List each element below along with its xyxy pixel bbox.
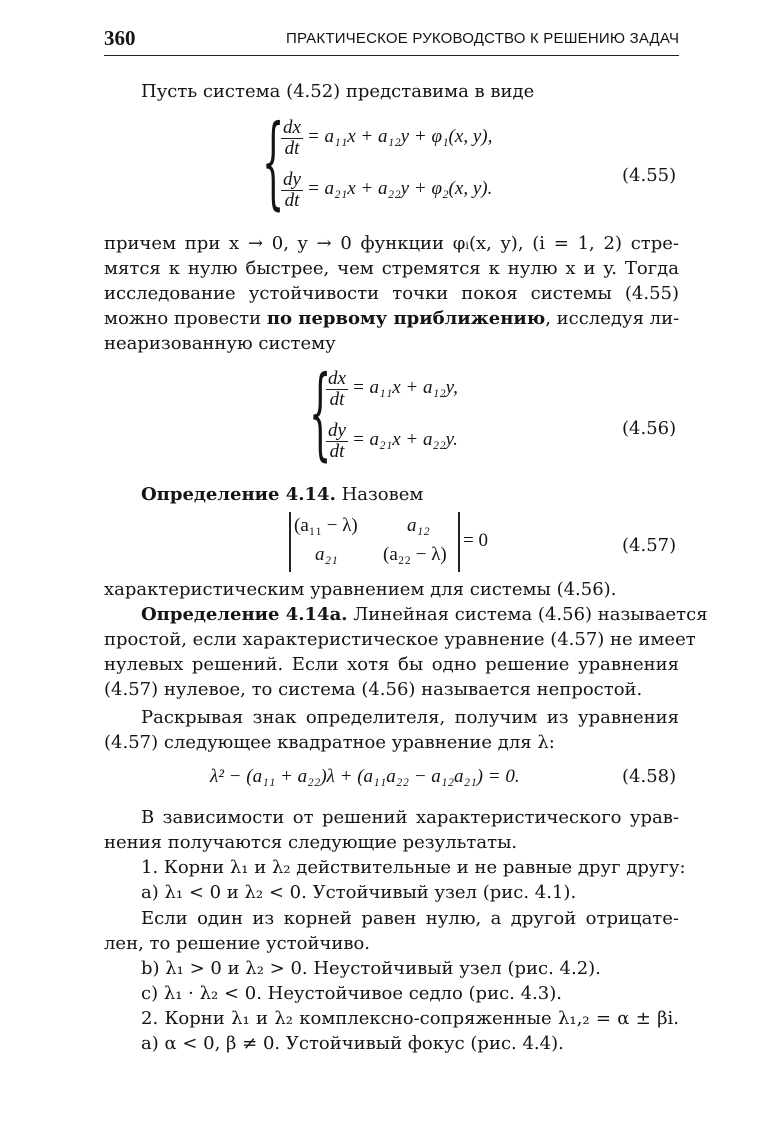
paragraph-line: (4.57) следующее квадратное уравнение для λ: [104,732,555,753]
equation-458: λ² − (a₁₁ + a₂₂)λ + (a₁₁a₂₂ − a₁₂a₂₁) = 0. [210,766,520,787]
rhs-455-row1: = a₁₁x + a₁₂y + φ₁(x, y), [306,126,493,148]
paragraph-line: неаризованную систему [104,333,336,354]
paragraph-line: исследование устойчивости точки покоя системы (4.55) [104,283,679,304]
left-brace-456: { [309,354,332,471]
rhs-456-row2: = a₂₁x + a₂₂y. [351,429,458,451]
paragraph-line: (4.57) нулевое, то система (4.56) называется непростой. [104,679,643,700]
intro-text: Пусть система (4.52) представима в виде [141,81,535,102]
equation-455-row1 [281,118,492,159]
equation-455-row2 [281,170,492,211]
equation-number-455: (4.55) [622,165,677,186]
paragraph-line: простой, если характеристическое уравнение (4.57) не имеет [104,629,696,650]
fraction-dx-dt: $\frac{dx}{dt}$ [283,117,301,159]
definition-title: Определение 4.14а. [141,604,348,625]
paragraph-line-with-bold: можно провести по первому приближению, исследуя ли- [104,308,680,329]
fraction-dx-dt: $\frac{dx}{dt}$ [328,368,346,410]
list-item: a) λ₁ < 0 и λ₂ < 0. Устойчивый узел (рис. 4.1). [141,882,577,903]
paragraph-line: В зависимости от решений характеристического урав- [141,807,679,828]
left-brace-455: { [262,103,285,220]
fraction-dy-dt: $\frac{dy}{dt}$ [328,420,346,462]
paragraph-line: мятся к нулю быстрее, чем стремятся к нулю x и y. Тогда [104,258,679,279]
paragraph-line: Если один из корней равен нулю, а другой отрицате- [141,908,679,929]
bold-term: по первому приближению [266,308,546,329]
determinant-a11: (a₁₁ − λ) [294,515,358,536]
paragraph-line: причем при x → 0, y → 0 функции φᵢ(x, y), (i = 1, 2) стре- [104,233,679,254]
determinant-left-bar [289,512,291,572]
rhs-456-row1: = a₁₁x + a₁₂y, [351,377,458,399]
paragraph-line: нулевых решений. Если хотя бы одно решение уравнения [104,654,679,675]
page-number: 360 [104,26,136,50]
rhs-455-row2: = a₂₁x + a₂₂y + φ₂(x, y). [306,178,493,200]
equation-number-458: (4.58) [622,766,677,787]
fraction-dy-dt: $\frac{dy}{dt}$ [283,169,301,211]
equation-number-457: (4.57) [622,535,677,556]
definition-414a: Определение 4.14а. Линейная система (4.56) называется [141,604,708,625]
equation-456-row2 [326,421,458,462]
paragraph-line: лен, то решение устойчиво. [104,933,371,954]
running-title: ПРАКТИЧЕСКОЕ РУКОВОДСТВО К РЕШЕНИЮ ЗАДАЧ [286,30,680,47]
determinant-right-bar [458,512,460,572]
determinant-rhs: = 0 [463,530,488,551]
list-item: b) λ₁ > 0 и λ₂ > 0. Неустойчивый узел (рис. 4.2). [141,958,601,979]
determinant-a12: a₁₂ [407,515,430,536]
determinant-a22: (a₂₂ − λ) [383,544,447,565]
paragraph-line: характеристическим уравнением для системы (4.56). [104,579,617,600]
paragraph-line: Раскрывая знак определителя, получим из уравнения [141,707,679,728]
determinant-a21: a₂₁ [315,544,338,565]
list-item: 2. Корни λ₁ и λ₂ комплексно-сопряженные λ₁,₂ = α ± βi. [141,1008,679,1029]
equation-456-row1 [326,369,458,410]
list-item: c) λ₁ · λ₂ < 0. Неустойчивое седло (рис. 4.3). [141,983,562,1004]
header-rule [104,55,679,56]
paragraph-line: нения получаются следующие результаты. [104,832,518,853]
list-item: a) α < 0, β ≠ 0. Устойчивый фокус (рис. 4.4). [141,1033,564,1054]
definition-title: Определение 4.14. [141,484,336,505]
list-item: 1. Корни λ₁ и λ₂ действительные и не равные друг другу: [141,857,686,878]
definition-414: Определение 4.14. Назовем [141,484,424,505]
equation-number-456: (4.56) [622,418,677,439]
